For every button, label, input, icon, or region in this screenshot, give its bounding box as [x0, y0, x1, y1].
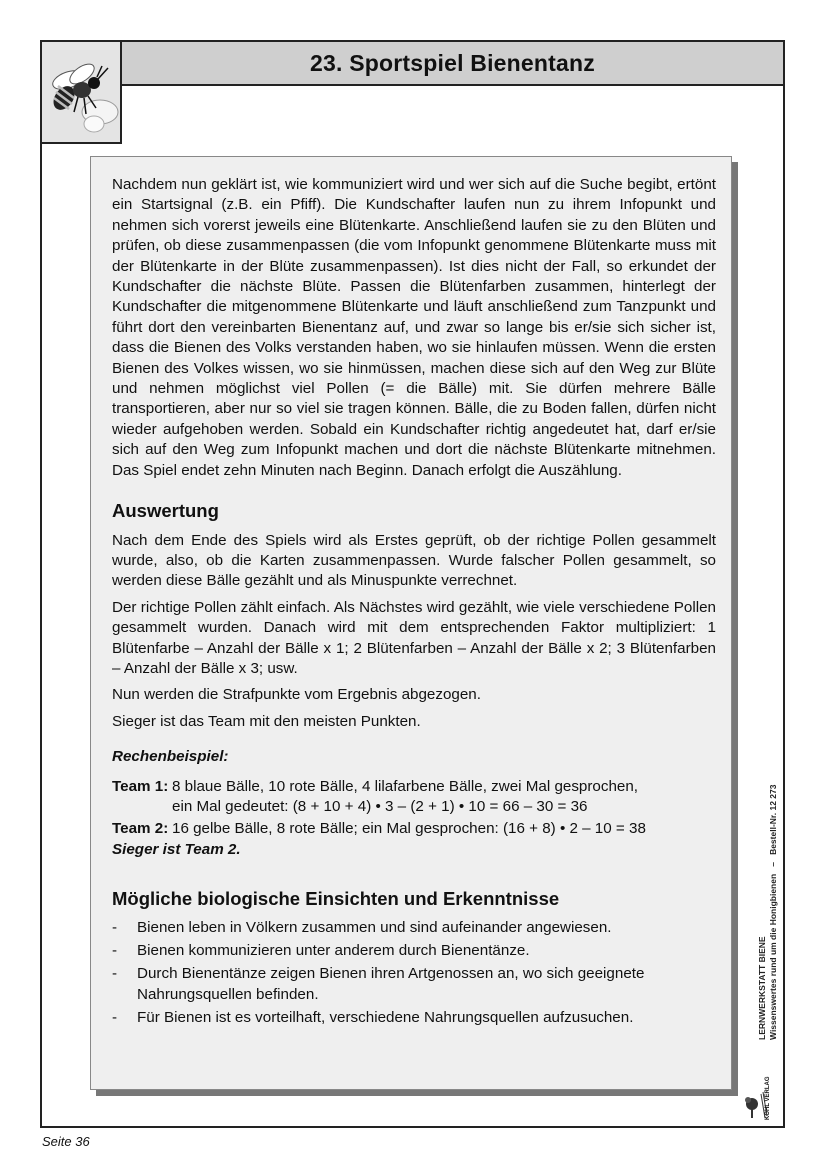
- auswertung-paragraph-3: Nun werden die Strafpunkte vom Ergebnis abgezogen.: [112, 686, 481, 704]
- auswertung-heading: Auswertung: [112, 500, 219, 522]
- rechenbeispiel-label: Rechenbeispiel:: [112, 748, 229, 766]
- team-2-row: [112, 819, 716, 839]
- list-dash: -: [112, 965, 118, 983]
- page-number: Seite 36: [42, 1134, 90, 1149]
- einsichten-heading: Mögliche biologische Einsichten und Erkenntnisse: [112, 888, 560, 910]
- content: [112, 175, 716, 1032]
- title-bar: [120, 40, 785, 86]
- list-item: - Bienen kommunizieren unter anderem durch Bienentänze.: [112, 941, 716, 961]
- winner-text: Sieger ist Team 2.: [112, 840, 241, 858]
- auswertung-paragraph-4: Sieger ist das Team mit den meisten Punkten.: [112, 712, 421, 730]
- sidebar-line-2: Wissenswertes rund um die Honigbienen – Bestell-Nr. 12 273: [768, 784, 778, 1040]
- team-2-label: Team 2:: [112, 820, 169, 838]
- list-item: - Für Bienen ist es vorteilhaft, verschiedene Nahrungsquellen aufzusuchen.: [112, 1008, 716, 1028]
- tree-logo-icon: [743, 1090, 779, 1122]
- bee-illustration: [40, 40, 122, 144]
- sidebar-text: [757, 730, 779, 1040]
- team-2-value: 16 gelbe Bälle, 8 rote Bälle; ein Mal gesprochen: (16 + 8) • 2 – 10 = 38: [172, 820, 646, 838]
- auswertung-paragraph-1: Nach dem Ende des Spiels wird als Erstes geprüft, ob der richtige Pollen gesammelt wurde, also, ob die Karten zusammenpassen. Wurde falscher Pollen gesammelt, so werden diese Bälle gezählt und als Minuspunkte verrechnet.: [112, 531, 716, 590]
- team-1-line-1: 8 blaue Bälle, 10 rote Bälle, 4 lilafarbene Bälle, zwei Mal gesprochen,: [172, 777, 639, 795]
- team-1-line-2: ein Mal gedeutet: (8 + 10 + 4) • 3 – (2 + 1) • 10 = 66 – 30 = 36: [172, 797, 588, 815]
- team-1-value: [172, 777, 716, 818]
- intro-paragraph: Nachdem nun geklärt ist, wie kommuniziert wird und wer sich auf die Suche begibt, ertönt ein Startsignal (z.B. ein Pfiff). Die Kundschafter laufen nun zu ihrem Infopunkt und nehmen sich vorerst jeweils eine Blütenkarte. Anschließend laufen sie zu den Blüten und prüfen, ob diese zusammenpassen (die vom Infopunkt genommene Blütenkarte muss mit der Blütenkarte in der Blüte zusammenpassen). Ist dies nicht der Fall, so erkundet der Kundschafter die nächste Blüte. Passen die Blütenfarben zusammen, hinterlegt der Kundschafter die mitgenommene Blütenkarte und läuft anschließend zum Tanzpunkt und führt dort den vereinbarten Bienentanz auf, und zwar so lange bis er/sie sich sicher ist, dass die Bienen des Volks verstanden haben, wo sie hinlaufen müssen. Wenn die ersten Bienen des Volkes wissen, wo sie hinmüssen, machen diese sich auf den Weg zur Blüte und nehmen möglichst viel Pollen (= die Bälle) mit. Sie dürfen mehrere Bälle transportieren, aber nur so viel sie tragen können. Bälle, die zu Boden fallen, dürfen nicht wieder aufgehoben werden. Sobald ein Kundschafter richtig angedeutet hat, darf er/sie sich auf den Weg zum Infopunkt machen und dort die nächste Blütenkarte mitnehmen. Das Spiel endet zehn Minuten nach Beginn. Danach erfolgt die Auszählung.: [112, 176, 716, 479]
- list-dash: -: [112, 918, 118, 936]
- team-1-label: Team 1:: [112, 777, 169, 795]
- sidebar-line-1: LERNWERKSTATT BIENE: [757, 936, 767, 1040]
- team-1-row: [112, 777, 716, 818]
- list-item: - Durch Bienentänze zeigen Bienen ihren Artgenossen an, wo sich geeignete Nahrungsquellen befinden.: [112, 964, 716, 1005]
- publisher-logo: [743, 1076, 779, 1122]
- list-item: - Bienen leben in Völkern zusammen und sind aufeinander angewiesen.: [112, 918, 716, 938]
- list-dash: -: [112, 1009, 118, 1027]
- auswertung-paragraph-2: Der richtige Pollen zählt einfach. Als Nächstes wird gezählt, wie viele verschiedene Pollen gesammelt wurden. Danach wird mit dem entsprechenden Faktor multipliziert: 1 Blütenfarbe – Anzahl der Bälle x 1; 2 Blütenfarben – Anzahl der Bälle x 2; 3 Blütenfarben – Anzahl der Bälle x 3; usw.: [112, 598, 716, 677]
- bee-icon: [42, 42, 120, 142]
- content-panel: [90, 156, 732, 1090]
- list-dash: -: [112, 942, 118, 959]
- page-title: 23. Sportspiel Bienentanz: [310, 49, 595, 76]
- logo-text: KOHL VERLAG: [765, 1076, 771, 1120]
- einsichten-list: [112, 918, 716, 1029]
